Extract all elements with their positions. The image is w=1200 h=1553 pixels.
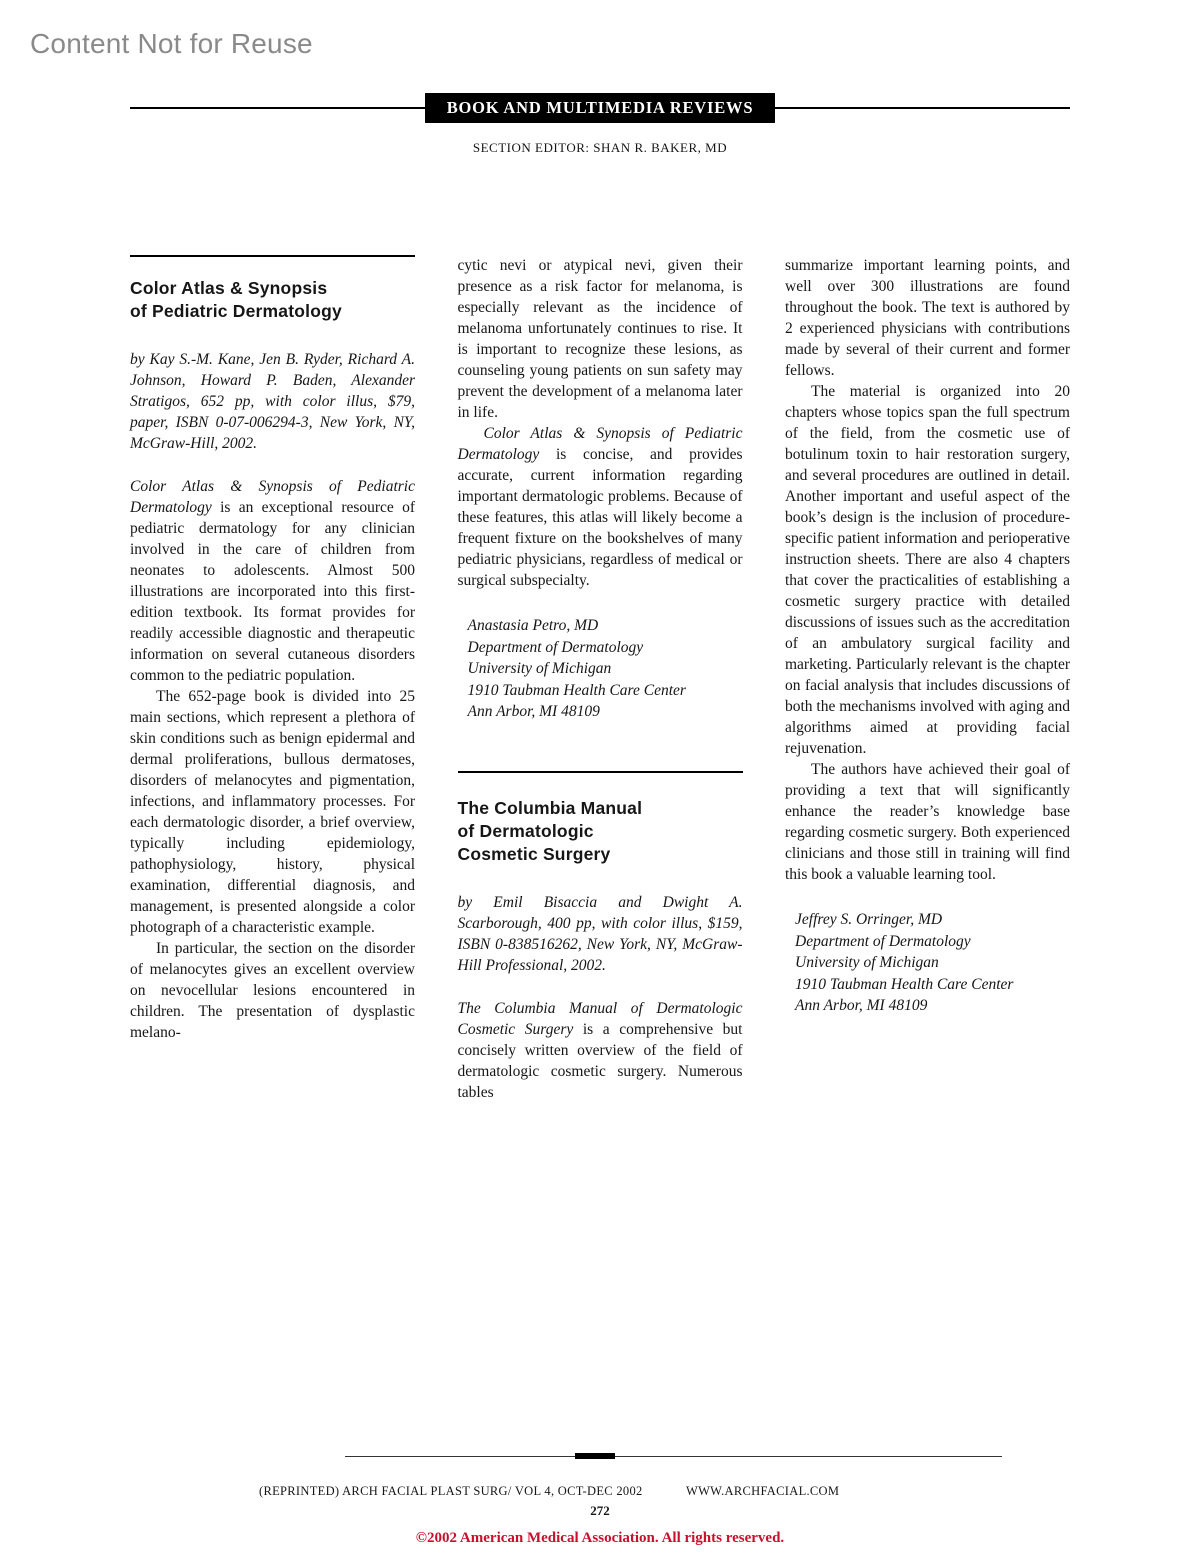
review2-paragraph-1 [458, 998, 743, 1103]
review1-paragraph-1-text: is an exceptional resource of pediatric dermatology for any clinician involved in the care of children from neonates to adolescents. Almost 500 illustrations are incorporated into this first-edition textbook. Its format provides for readily accessible diagnostic and therapeutic information on several cutaneous disorders common to the pediatric population. [130, 499, 415, 684]
review2-book-title-italic: The Columbia Manual of Dermatologic Cosmetic Surgery [457, 999, 743, 1038]
section-banner: BOOK AND MULTIMEDIA REVIEWS [425, 93, 776, 123]
review1-paragraph-2: The 652-page book is divided into 25 main sections, which represent a plethora of skin conditions such as benign epidermal and dermal proliferations, bullous dermatoses, disorders of melanocytes and pigmentation, infections, and inflammatory processes. For each dermatologic disorder, a brief overview, typically including epidemiology, pathophysiology, history, physical examination, differential diagnosis, and management, is presented alongside a color photograph of a characteristic example. [130, 688, 415, 936]
review2-paragraph-1-text: is a comprehensive but concisely written overview of the field of dermatologic cosmetic surgery. Numerous tables [457, 1020, 743, 1101]
review2-title-line2: of Dermatologic [457, 820, 594, 841]
masthead-rule-right [775, 107, 1070, 109]
review1-paragraph-1 [130, 476, 415, 686]
review1-book-title-italic: Color Atlas & Synopsis of Pediatric Dermatology [130, 478, 415, 516]
column-1 [130, 255, 415, 1103]
review1-title-line2: of Pediatric Dermatology [130, 301, 342, 321]
section-editor: SECTION EDITOR: SHAN R. BAKER, MD [472, 140, 728, 155]
review1-paragraph-5-text: is concise, and provides accurate, current information regarding important dermatologic problems. Because of these features, this atlas will likely become a frequent fixture on the bookshelves of many pediatric physicians, regardless of medical or surgical subspecialty. [457, 446, 743, 589]
review1-citation: by Kay S.-M. Kane, Jen B. Ryder, Richard A. Johnson, Howard P. Baden, Alexander Stratigos, 652 pp, with color illus, $79, paper, ISBN 0-07-006294-3, New York, NY, McGraw-Hill, 2002. [130, 351, 415, 452]
review1-reviewer-department: Department of Dermatology [467, 638, 644, 656]
footer-tick [575, 1453, 615, 1459]
review1-paragraph-4: cytic nevi or atypical nevi, given their presence as a risk factor for melanoma, is especially relevant as the incidence of melanoma unfortunately continues to rise. It is important to recognize these lesions, as counseling young patients on sun safety may prevent the development of a melanoma later in life. [457, 257, 743, 421]
review1-paragraph-3: In particular, the section on the disorder of melanocytes gives an excellent overview on nevocellular lesions encountered in children. The presentation of dysplastic melano- [130, 940, 415, 1041]
review2-reviewer-institution: University of Michigan [795, 954, 939, 971]
column-2 [458, 255, 743, 1103]
review2-reviewer-department: Department of Dermatology [795, 932, 971, 950]
article-columns [130, 255, 1070, 1103]
review1-title [130, 277, 415, 323]
review2-signature [795, 909, 1070, 1017]
reprint-info: (REPRINTED) ARCH FACIAL PLAST SURG/ VOL 4, OCT-DEC 2002 [259, 1484, 643, 1498]
review1-title-line1: Color Atlas & Synopsis [130, 278, 328, 298]
review2-title-line1: The Columbia Manual [457, 797, 643, 818]
column-3 [785, 255, 1070, 1103]
review2-paragraph-3: The material is organized into 20 chapters whose topics span the full spectrum of the field, from the cosmetic use of botulinum toxin to hair restoration surgery, and several procedures are outlined in detail. Another important and useful aspect of the book’s design is the inclusion of procedure-specific patient information and perioperative instruction sheets. There are also 4 chapters that cover the practicalities of establishing a cosmetic surgery practice with detailed discussions of issues such as the accreditation of an ambulatory surgical facility and marketing. Particularly relevant is the chapter on facial analysis that includes discussions of both the mechanisms involved with aging and algorithms aimed at providing facial rejuvenation. [785, 383, 1070, 757]
masthead [130, 93, 1070, 123]
review2-reviewer-city: Ann Arbor, MI 48109 [795, 997, 928, 1014]
review2-top-rule [458, 771, 743, 773]
review1-book-title-italic-2: Color Atlas & Synopsis of Pediatric Dermatology [457, 425, 743, 463]
review2-title-line3: Cosmetic Surgery [457, 843, 611, 864]
review1-reviewer-institution: University of Michigan [467, 660, 612, 677]
masthead-rule-left [130, 107, 425, 109]
page-number: 272 [590, 1503, 610, 1518]
watermark-text: Content Not for Reuse [30, 28, 313, 59]
review2-reviewer-name: Jeffrey S. Orringer, MD [795, 911, 943, 928]
review2-paragraph-4: The authors have achieved their goal of providing a text that will significantly enhance the reader’s knowledge base regarding cosmetic surgery. Both experienced clinicians and those still in training will find this book a valuable learning tool. [785, 761, 1070, 883]
journal-website: WWW.ARCHFACIAL.COM [685, 1484, 840, 1498]
review1-reviewer-city: Ann Arbor, MI 48109 [467, 703, 600, 720]
review1-top-rule [130, 255, 415, 257]
review2-citation: by Emil Bisaccia and Dwight A. Scarborough, 400 pp, with color illus, $159, ISBN 0-838516262, New York, NY, McGraw-Hill Professional, 2002. [457, 893, 743, 974]
review2-paragraph-2: summarize important learning points, and well over 300 illustrations are found throughout the book. The text is authored by 2 experienced physicians with contributions made by several of their current and former fellows. [785, 257, 1070, 379]
footer-citation-line [259, 1484, 839, 1499]
review1-signature [468, 615, 743, 723]
copyright-notice: ©2002 American Medical Association. All rights reserved. [415, 1530, 785, 1546]
review1-paragraph-5 [458, 423, 743, 591]
review1-reviewer-address: 1910 Taubman Health Care Center [467, 681, 686, 699]
footer-rule [345, 1456, 1002, 1457]
review2-reviewer-address: 1910 Taubman Health Care Center [795, 975, 1014, 993]
review1-reviewer-name: Anastasia Petro, MD [467, 617, 599, 634]
review2-title [458, 797, 743, 866]
